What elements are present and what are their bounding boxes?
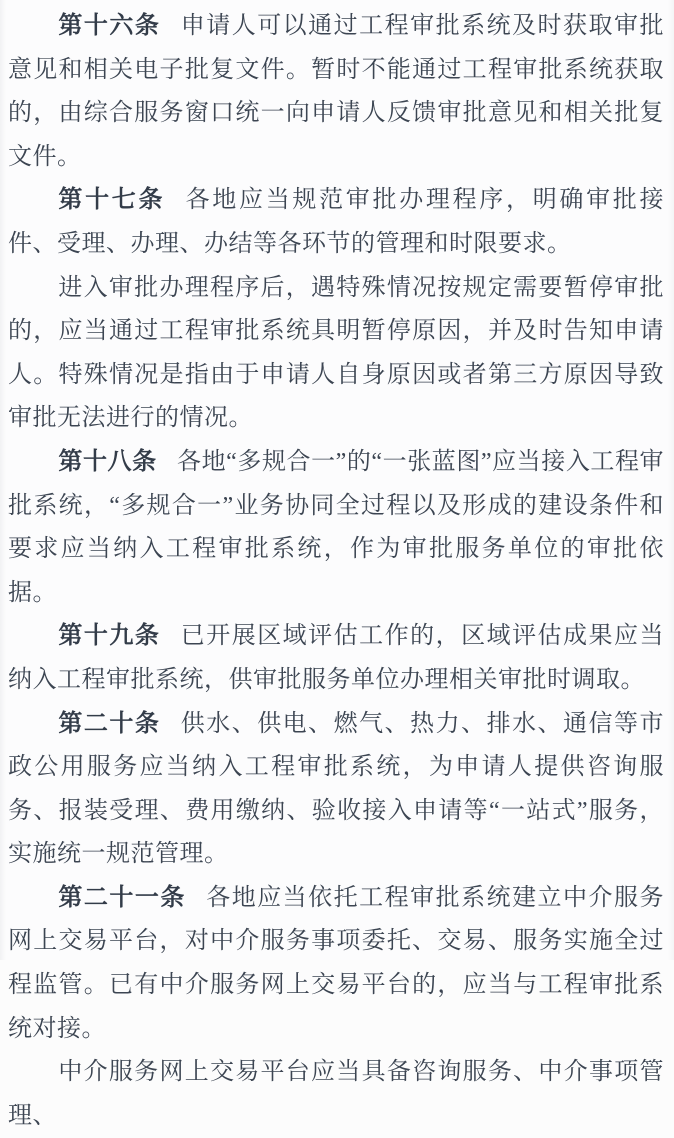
article-16-text: 申请人可以通过工程审批系统及时获取审批意见和相关电子批复文件。暂时不能通过工程审批系统获取的，由综合服务窗口统一向申请人反馈审批意见和相关批复文件。 — [8, 13, 665, 170]
paragraph-article-19 — [8, 615, 664, 702]
paragraph-article-16 — [8, 5, 664, 179]
paragraph-article-18 — [8, 441, 664, 615]
article-20-heading: 第二十条 — [58, 710, 161, 737]
article-21-text: 各地应当依托工程审批系统建立中介服务网上交易平台，对中介服务事项委托、交易、服务实施全过程监管。已有中介服务网上交易平台的，应当与工程审批系统对接。 — [8, 884, 665, 1042]
article-19-heading: 第十九条 — [58, 623, 161, 650]
paragraph-article-20 — [8, 703, 664, 877]
article-16-heading: 第十六条 — [58, 13, 161, 39]
article-19-text: 已开展区域评估工作的，区域评估成果应当纳入工程审批系统，供审批服务单位办理相关审批时调取。 — [8, 623, 665, 693]
paragraph-article-21-continuation — [8, 1051, 664, 1138]
article-17-heading: 第十七条 — [58, 187, 166, 214]
article-18-text: 各地“多规合一”的“一张蓝图”应当接入工程审批系统，“多规合一”业务协同全过程以及形成的建设条件和要求应当纳入工程审批系统，作为审批服务单位的审批依据。 — [8, 448, 665, 606]
paragraph-article-17-continuation — [8, 267, 664, 441]
article-18-heading: 第十八条 — [58, 448, 157, 475]
article-17-continuation-text: 进入审批办理程序后，遇特殊情况按规定需要暂停审批的，应当通过工程审批系统具明暂停原因，并及时告知申请人。特殊情况是指由于申请人自身原因或者第三方原因导致审批无法进行的情况。 — [8, 274, 664, 432]
paragraph-article-17 — [8, 179, 664, 266]
paragraph-article-21 — [8, 877, 664, 1051]
article-21-continuation-text: 中介服务网上交易平台应当具备咨询服务、中介事项管理、 — [8, 1059, 664, 1129]
article-20-text: 供水、供电、燃气、热力、排水、通信等市政公用服务应当纳入工程审批系统，为申请人提供咨询服务、报装受理、费用缴纳、验收接入申请等“一站式”服务，实施统一规范管理。 — [8, 710, 665, 868]
document-body — [8, 5, 664, 1138]
article-21-heading: 第二十一条 — [58, 884, 186, 911]
article-17-text: 各地应当规范审批办理程序，明确审批接件、受理、办理、办结等各环节的管理和时限要求。 — [8, 187, 665, 257]
